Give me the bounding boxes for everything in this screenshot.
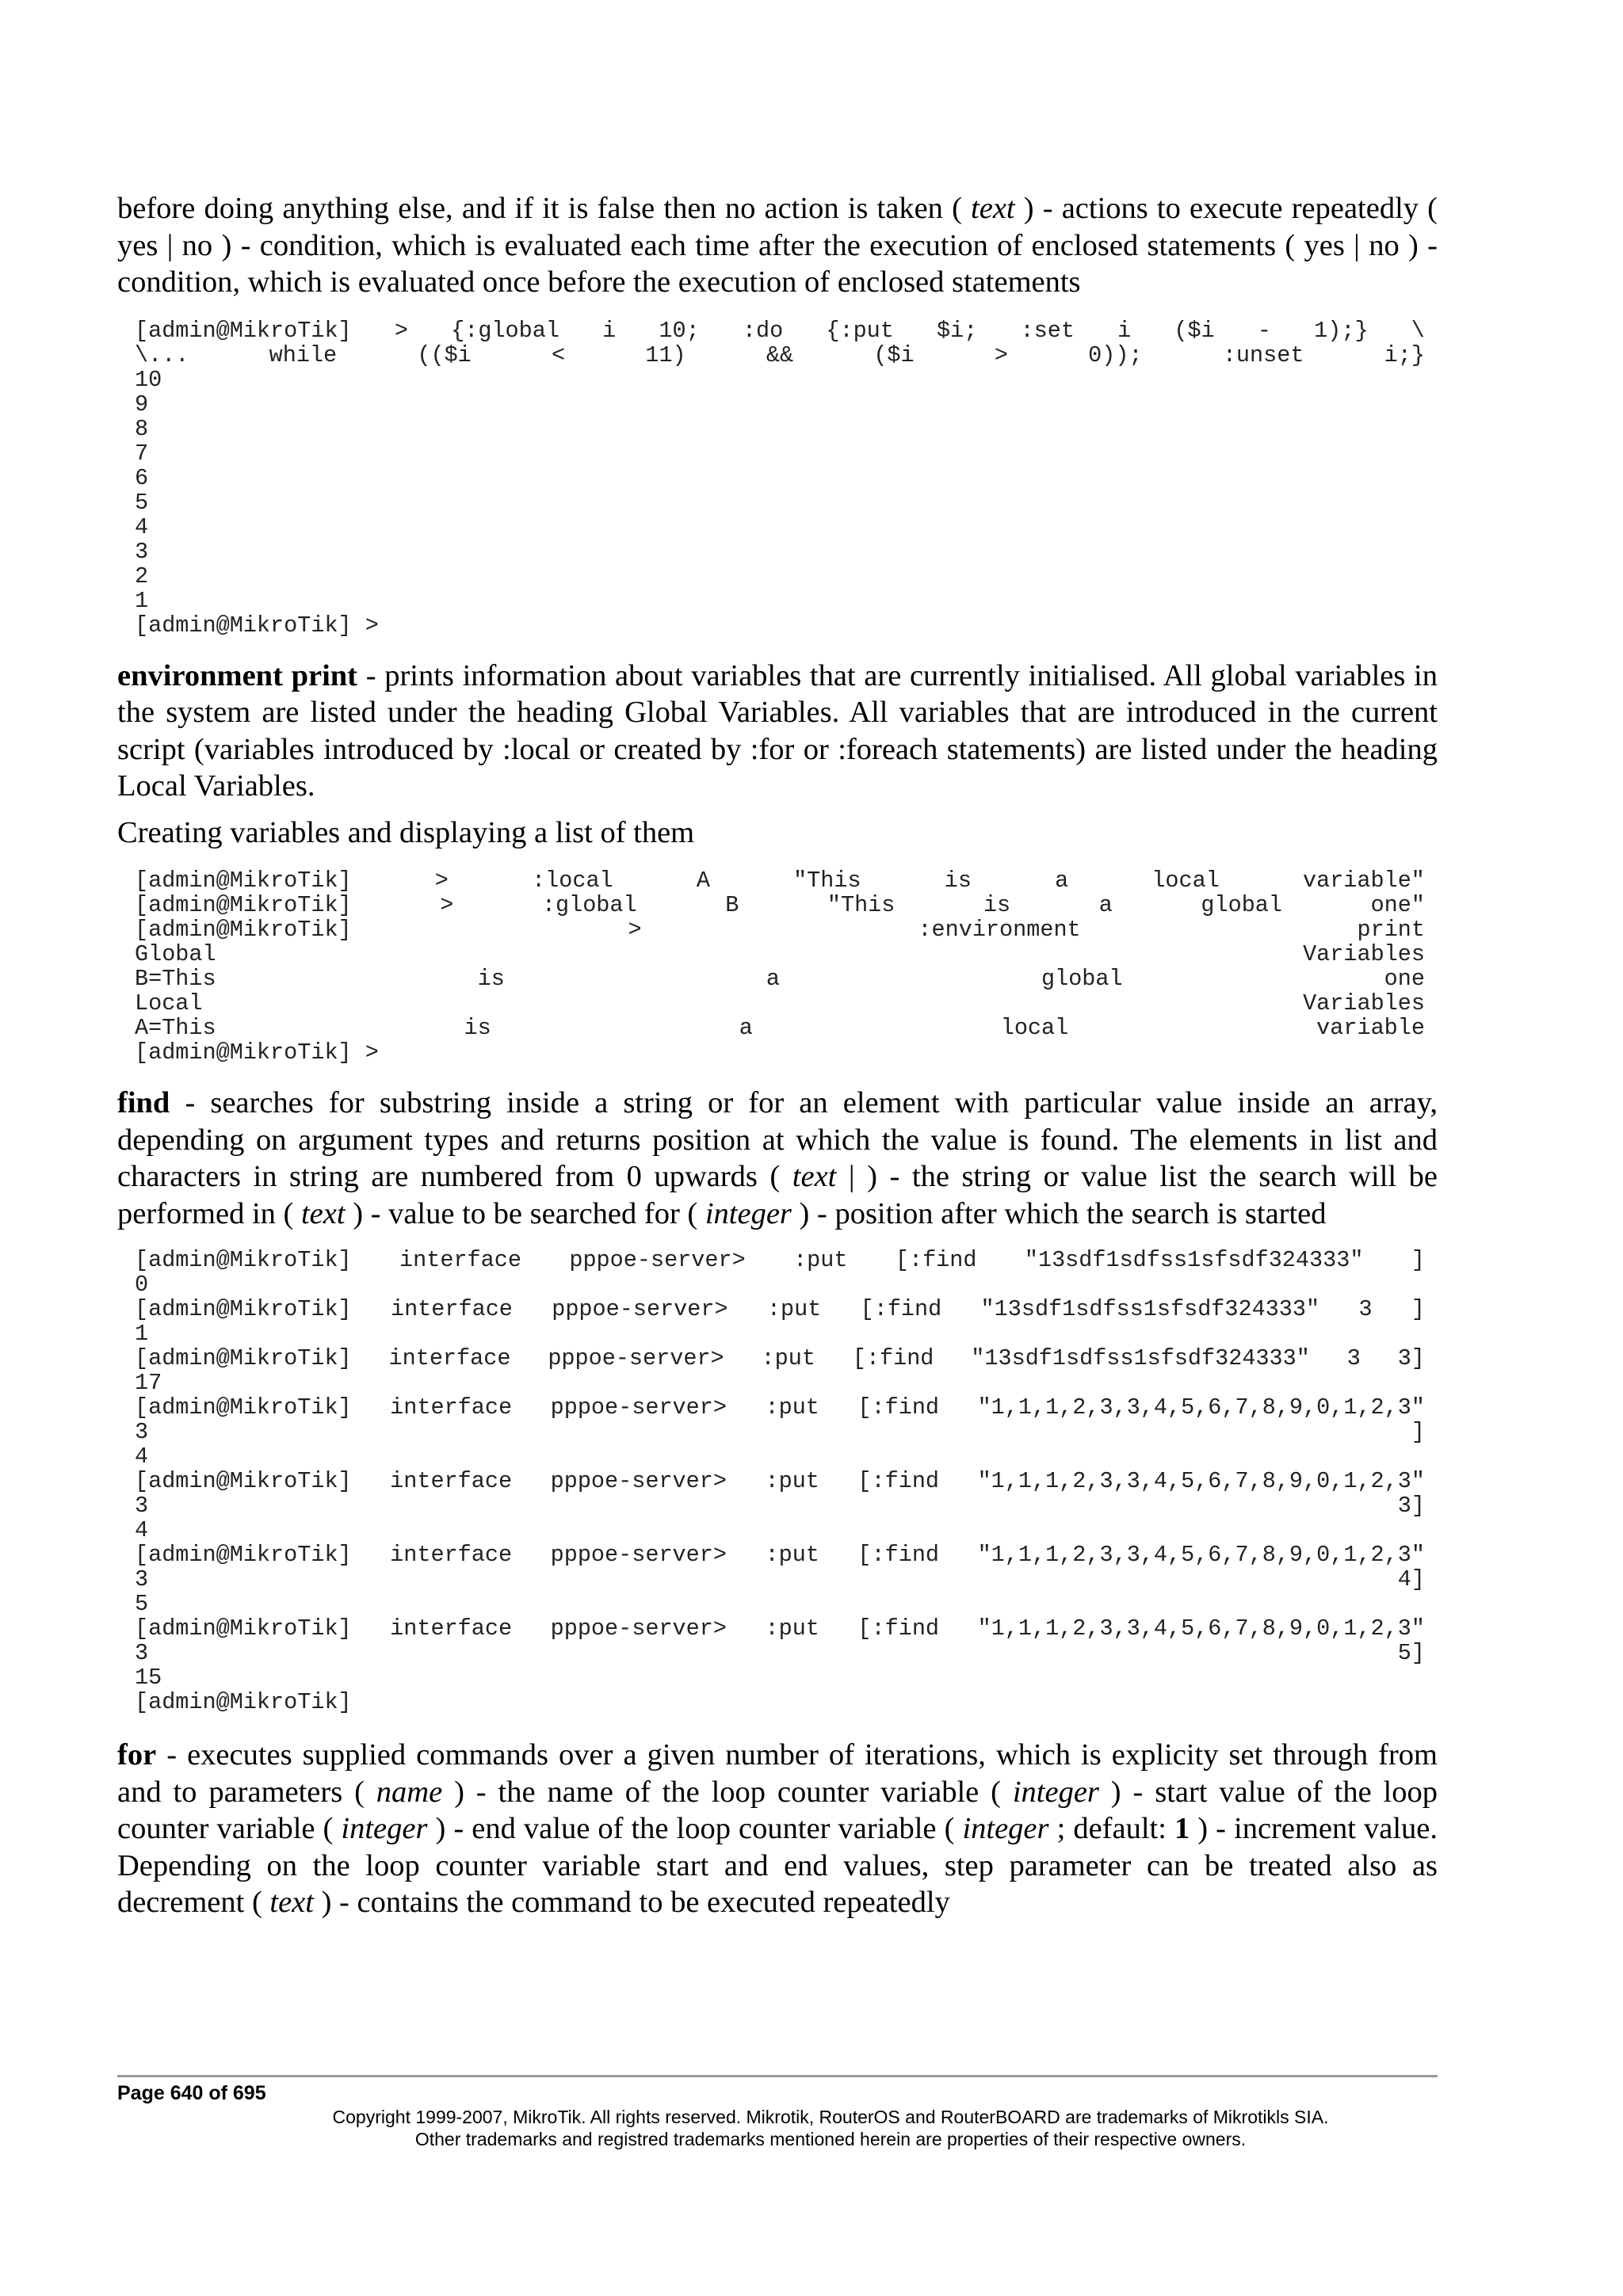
code-token: [admin@MikroTik] — [135, 1468, 352, 1494]
code-line — [135, 868, 1425, 893]
code-token: :put — [765, 1615, 819, 1642]
text-run: - prints information about variables that are currently initialised. All global variables in the system are listed under the heading Global Variables. All variables that are introduced in the current script (variables introduced by :local or created by :for or :foreach statements) are listed under the heading Local Variables. — [117, 658, 1438, 803]
code-token: [:find — [860, 1296, 942, 1322]
param-type: integer — [341, 1812, 428, 1845]
code-token: Local — [135, 990, 203, 1016]
text-run: ) - end value of the loop counter variable ( — [427, 1812, 963, 1845]
code-token: ] — [1411, 1247, 1425, 1273]
paragraph-find — [117, 1085, 1438, 1232]
code-token: [admin@MikroTik] — [135, 1247, 352, 1273]
code-line — [135, 991, 1425, 1016]
code-block-environment — [135, 868, 1425, 1065]
code-token: 0)); — [1088, 341, 1143, 368]
code-token: a — [1055, 868, 1069, 894]
text-run: ) - value to be searched for ( — [345, 1196, 705, 1230]
code-token: global — [1041, 966, 1123, 992]
code-token: :environment — [918, 917, 1081, 943]
code-token: :put — [765, 1394, 819, 1421]
code-token: pppoe-server> — [550, 1394, 727, 1421]
code-token: [admin@MikroTik] — [135, 1542, 352, 1568]
text-run: ) - start value of the loop counter variable ( — [117, 1775, 1438, 1845]
code-token: \ — [1411, 317, 1425, 344]
command-name: for — [117, 1738, 157, 1772]
code-token: :do — [742, 317, 784, 344]
param-type: text — [269, 1886, 314, 1919]
param-type: integer — [705, 1196, 792, 1230]
code-token: > — [628, 917, 642, 943]
code-line — [135, 1469, 1425, 1493]
code-line — [135, 1616, 1425, 1641]
code-token: a — [1098, 892, 1113, 918]
code-line — [135, 893, 1425, 917]
code-token: [:find — [895, 1247, 977, 1273]
copyright-line: Copyright 1999-2007, MikroTik. All rights reserved. Mikrotik, RouterOS and RouterBOARD are trademarks of Mikrotikls SIA. — [332, 2107, 1329, 2127]
code-prompt: [admin@MikroTik] > — [135, 612, 379, 639]
code-token: :put — [793, 1247, 848, 1273]
code-token: :put — [765, 1468, 819, 1494]
code-token: a — [739, 1015, 753, 1041]
code-token: pppoe-server> — [569, 1247, 746, 1273]
code-token: 3 — [1346, 1345, 1361, 1371]
code-token: :local — [532, 868, 613, 894]
code-output: 4 — [135, 513, 149, 540]
code-token: variable" — [1302, 868, 1425, 894]
code-line — [135, 1641, 1425, 1665]
code-token: pppoe-server> — [548, 1345, 724, 1371]
code-token: :unset — [1222, 341, 1304, 368]
param-type: text — [300, 1196, 346, 1230]
code-token: [admin@MikroTik] — [135, 1345, 352, 1371]
code-token: :put — [765, 1542, 819, 1568]
code-token: one" — [1370, 892, 1425, 918]
code-token: interface — [390, 1394, 513, 1421]
code-token: pppoe-server> — [552, 1296, 728, 1322]
code-line — [135, 343, 1425, 368]
code-token: 10; — [659, 317, 700, 344]
code-token: local — [1000, 1015, 1069, 1041]
command-name: find — [117, 1086, 170, 1119]
code-token: i — [602, 317, 617, 344]
page-content — [117, 190, 1438, 1921]
code-line — [135, 1248, 1425, 1272]
code-line — [135, 1016, 1425, 1040]
page-number: Page 640 of 695 — [117, 2082, 266, 2104]
code-output: 1 — [135, 1321, 149, 1347]
code-token: is — [983, 892, 1011, 918]
paragraph-creating-variables: Creating variables and displaying a list of them — [117, 815, 695, 849]
code-token: B=This — [135, 966, 216, 992]
code-token: :put — [761, 1345, 815, 1371]
code-token: "1,1,1,2,3,3,4,5,6,7,8,9,0,1,2,3" — [977, 1542, 1425, 1568]
code-output: 2 — [135, 563, 149, 589]
code-line — [135, 318, 1425, 343]
code-token: is — [477, 966, 505, 992]
code-output: 15 — [135, 1665, 162, 1691]
code-token: > — [394, 317, 408, 344]
text-run: ) - increment value. Depending on the loop counter variable start and end values, step parameter can be treated also as decrement ( — [117, 1812, 1438, 1919]
code-output: 6 — [135, 464, 149, 491]
code-line — [135, 1297, 1425, 1322]
code-token: {:global — [451, 317, 559, 344]
code-block-find — [135, 1248, 1425, 1714]
code-line — [135, 942, 1425, 967]
code-token: 4] — [1397, 1566, 1425, 1592]
code-token: ] — [1411, 1296, 1425, 1322]
code-token: while — [269, 341, 338, 368]
code-token: interface — [399, 1247, 521, 1273]
code-token: "13sdf1sdfss1sfsdf324333" — [980, 1296, 1320, 1322]
code-token: interface — [388, 1345, 511, 1371]
code-token: interface — [390, 1296, 513, 1322]
text-run: ) - contains the command to be executed repeatedly — [313, 1886, 950, 1919]
code-token: one — [1384, 966, 1425, 992]
code-token: :set — [1020, 317, 1075, 344]
code-token: [admin@MikroTik] — [135, 1394, 352, 1421]
code-token: \... — [135, 341, 189, 368]
text-run: ) - actions to execute repeatedly ( yes | no ) - condition, which is evaluated each time after the execution of enclosed statements ( yes | no ) - condition, which is evaluated once before the execution of enclosed statements — [117, 192, 1438, 299]
code-output: 0 — [135, 1272, 149, 1298]
code-line — [135, 1420, 1425, 1444]
code-token: interface — [390, 1615, 513, 1642]
default-value: 1 — [1174, 1812, 1190, 1845]
code-token: && — [766, 341, 794, 368]
code-token: 3 — [135, 1493, 149, 1519]
code-block-do-while — [135, 318, 1425, 638]
code-token: ($i — [873, 341, 915, 368]
code-token: A — [696, 868, 710, 894]
code-token: pppoe-server> — [550, 1542, 727, 1568]
param-type: integer — [962, 1812, 1049, 1845]
text-run: ) - position after which the search is started — [791, 1196, 1327, 1230]
code-token: interface — [390, 1542, 513, 1568]
code-token: ] — [1411, 1419, 1425, 1445]
paragraph-environment-print — [117, 658, 1438, 805]
trademark-line: Other trademarks and registred trademarks mentioned herein are properties of their respective owners. — [414, 2129, 1247, 2149]
paragraph-for — [117, 1737, 1438, 1921]
code-output: 5 — [135, 1591, 149, 1617]
code-line — [135, 1493, 1425, 1518]
code-token: Variables — [1303, 990, 1425, 1016]
code-token: 11) — [645, 341, 686, 368]
code-token: 3 — [135, 1566, 149, 1592]
code-token: "13sdf1sdfss1sfsdf324333" — [971, 1345, 1310, 1371]
code-token: $i; — [937, 317, 978, 344]
code-token: i;} — [1384, 341, 1425, 368]
code-token: A=This — [135, 1015, 216, 1041]
code-token: local — [1151, 868, 1220, 894]
paragraph-do-description — [117, 190, 1438, 301]
code-token: "This — [827, 892, 896, 918]
param-type: name — [376, 1775, 443, 1809]
code-token: :put — [766, 1296, 822, 1322]
code-token: 1);} — [1314, 317, 1369, 344]
code-token: variable — [1316, 1015, 1425, 1041]
code-output: 5 — [135, 489, 149, 516]
code-output: 8 — [135, 415, 149, 442]
code-token: 3 — [135, 1640, 149, 1666]
code-token: "This — [793, 868, 861, 894]
text-run: | ) - the string or value list the search will be performed in ( — [117, 1160, 1438, 1230]
code-line — [135, 1543, 1425, 1567]
code-output: 9 — [135, 391, 149, 418]
code-prompt: [admin@MikroTik] > — [135, 1039, 379, 1066]
code-line — [135, 967, 1425, 991]
code-output: 7 — [135, 440, 149, 467]
code-token: - — [1257, 317, 1271, 344]
code-token: (($i — [417, 341, 472, 368]
code-token: 3] — [1397, 1345, 1425, 1371]
text-run: - executes supplied commands over a given number of iterations, which is explicity set through from and to parameters ( — [117, 1738, 1438, 1809]
code-token: [:find — [857, 1615, 940, 1642]
code-token: :global — [541, 892, 637, 918]
code-token: [admin@MikroTik] — [135, 1615, 352, 1642]
code-token: Global — [135, 941, 216, 967]
code-token: Variables — [1303, 941, 1425, 967]
code-token: 5] — [1397, 1640, 1425, 1666]
code-output: 1 — [135, 587, 149, 614]
code-token: [admin@MikroTik] — [135, 1296, 352, 1322]
code-line — [135, 1395, 1425, 1420]
footer-divider — [117, 2075, 1438, 2077]
command-name: environment print — [117, 658, 358, 692]
code-token: 3 — [135, 1419, 149, 1445]
code-token: {:put — [826, 317, 894, 344]
code-token: "1,1,1,2,3,3,4,5,6,7,8,9,0,1,2,3" — [977, 1468, 1425, 1494]
code-token: 3 — [1358, 1296, 1373, 1322]
code-token: is — [944, 868, 972, 894]
code-prompt: [admin@MikroTik] — [135, 1689, 352, 1715]
code-output: 17 — [135, 1370, 162, 1396]
code-output: 4 — [135, 1444, 149, 1470]
code-output: 10 — [135, 366, 162, 393]
code-token: print — [1357, 917, 1425, 943]
code-line — [135, 1567, 1425, 1592]
code-token: > — [440, 892, 454, 918]
code-token: > — [994, 341, 1008, 368]
code-token: pppoe-server> — [550, 1468, 727, 1494]
code-token: > — [434, 868, 449, 894]
code-token: interface — [390, 1468, 513, 1494]
code-line — [135, 917, 1425, 942]
code-token: [admin@MikroTik] — [135, 917, 352, 943]
code-token: [admin@MikroTik] — [135, 868, 352, 894]
code-token: [:find — [852, 1345, 934, 1371]
param-type: text — [971, 192, 1015, 225]
code-token: [admin@MikroTik] — [135, 892, 352, 918]
footer-copyright — [117, 2106, 1544, 2150]
code-line — [135, 1346, 1425, 1371]
code-token: [admin@MikroTik] — [135, 317, 352, 344]
code-token: is — [464, 1015, 491, 1041]
code-token: [:find — [857, 1542, 940, 1568]
code-token: "1,1,1,2,3,3,4,5,6,7,8,9,0,1,2,3" — [977, 1615, 1425, 1642]
code-token: i — [1117, 317, 1132, 344]
text-run: ; default: — [1048, 1812, 1174, 1845]
text-run: before doing anything else, and if it is false then no action is taken ( — [117, 192, 972, 225]
code-token: B — [725, 892, 739, 918]
text-run: - searches for substring inside a string or for an element with particular value inside an array, depending on argument types and returns position at which the value is found. The elements in list and characters in string are numbered from 0 upwards ( — [117, 1086, 1438, 1193]
code-token: global — [1201, 892, 1283, 918]
code-token: [:find — [857, 1468, 940, 1494]
code-token: ($i — [1174, 317, 1215, 344]
param-type: integer — [1012, 1775, 1099, 1809]
code-output: 4 — [135, 1517, 149, 1543]
code-token: "13sdf1sdfss1sfsdf324333" — [1024, 1247, 1364, 1273]
code-token: [:find — [857, 1394, 940, 1421]
code-token: pppoe-server> — [550, 1615, 727, 1642]
code-token: < — [552, 341, 566, 368]
code-output: 3 — [135, 538, 149, 565]
code-token: a — [766, 966, 780, 992]
text-run: ) - the name of the loop counter variable ( — [442, 1775, 1013, 1809]
code-token: 3] — [1397, 1493, 1425, 1519]
code-token: "1,1,1,2,3,3,4,5,6,7,8,9,0,1,2,3" — [977, 1394, 1425, 1421]
param-type: text — [792, 1160, 837, 1193]
